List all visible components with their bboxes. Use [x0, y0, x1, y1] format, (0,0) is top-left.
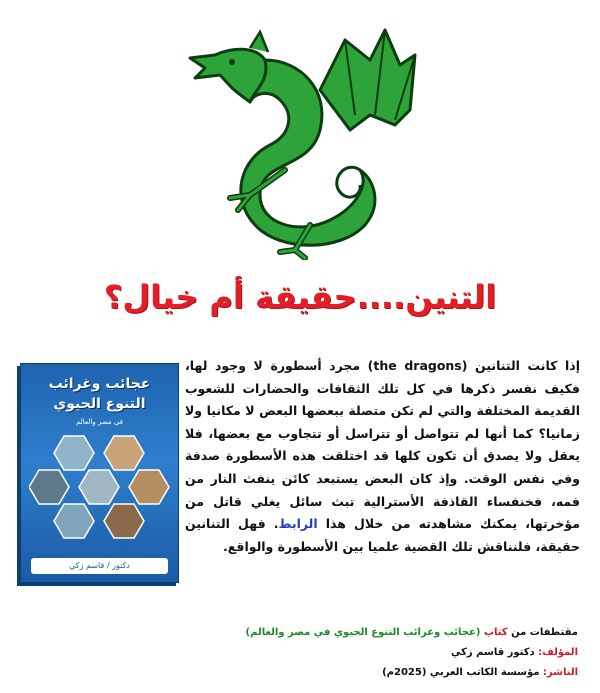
author-label: المؤلف:: [538, 647, 578, 658]
book-cover-title: [21, 374, 178, 414]
book-word: كتاب: [483, 627, 508, 638]
page-title: التنين....حقيقة أم خيال؟: [103, 278, 497, 316]
body-part-3: . فهل التنانين حقيقة، فلنناقش تلك القضية علميا بين الأسطورة والواقع.: [185, 516, 580, 554]
book-cover-subtitle: في مصر والعالم: [75, 418, 124, 426]
credits-publisher: [20, 663, 578, 683]
publisher-label: الناشر:: [542, 667, 578, 678]
publisher-name: مؤسسة الكاتب العربي (2025م): [382, 667, 540, 678]
credits-author: [20, 643, 578, 663]
credits: [20, 623, 578, 683]
excerpt-prefix: مقتطفات من: [511, 627, 578, 638]
credits-source: [20, 623, 578, 643]
body-part-2: ) مجرد أسطورة لا وجود لها، فكيف نفسر ذكرها في كل تلك الثقافات والحضارات للشعوب القديمة المختلفة والتي لم تكن متصلة ببعضها البعض لا مكانيا ولا زمانيا؟ كما أنها لم تتواصل أو تتراسل أو تتجاوب مع بعضها، فلا يعقل ولا يصدق أن تكون كلها قد اختلقت هذه الأسطورة صدفة وفي نفس الوقت. وإذ كان البعض يستبعد كائن ينفث النار من فمه، فخنفساء القاذفة الأسترالية تبث سائل يغلي قاتل من مؤخرتها، يمكنك مشاهدته من خلال هذا: [185, 358, 581, 532]
book-cover: [20, 363, 179, 583]
book-cover-hex-images: [29, 426, 170, 546]
body-term: the dragons: [373, 358, 462, 373]
article-link[interactable]: الرابط: [278, 516, 318, 532]
book-cover-title-line2: التنوع الحيوي: [53, 396, 146, 412]
book-cover-author: دكتور / قاسم زكي: [31, 558, 168, 574]
body-part-1: إذا كانت التنانين (: [461, 358, 580, 373]
book-cover-title-line1: عجائب وغرائب: [48, 376, 151, 392]
dragon-illustration: [170, 20, 425, 260]
author-name: دكتور قاسم زكي: [451, 647, 535, 658]
book-name: (عجائب وغرائب التنوع الحيوي في مصر والعالم): [245, 627, 481, 638]
article-body: [185, 355, 580, 558]
